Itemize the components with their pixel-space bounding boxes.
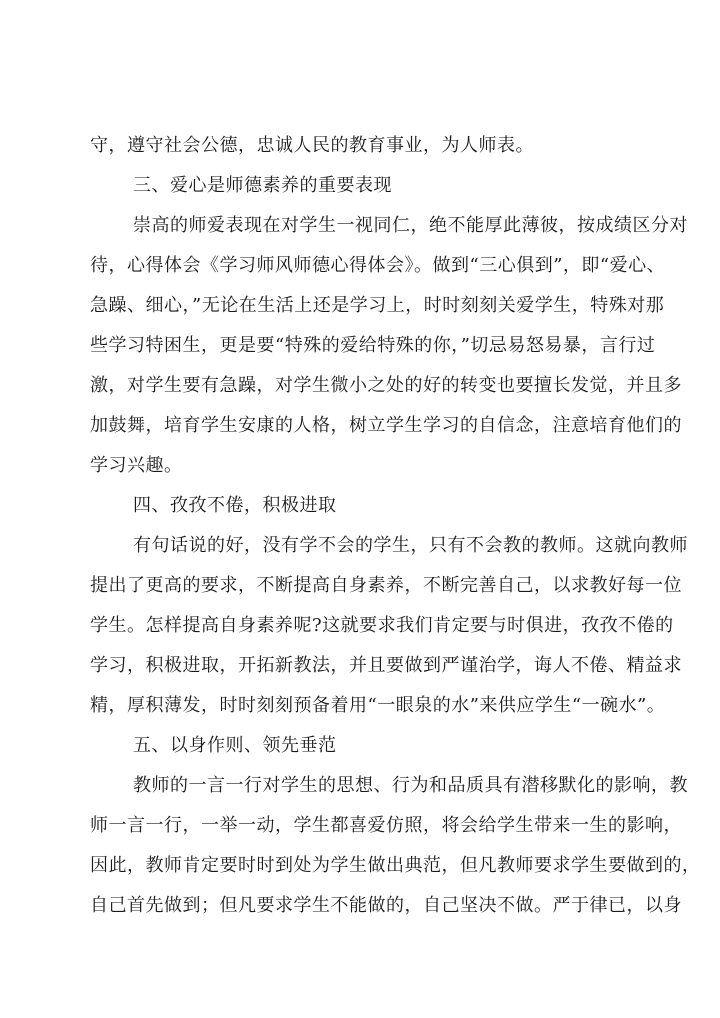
paragraph-line: 教师的一言一行对学生的思想、行为和品质具有潜移默化的影响，教 — [133, 775, 688, 796]
paragraph-line: 自己首先做到；但凡要求学生不能做的，自己坚决不做。严于律已，以身 — [90, 895, 682, 916]
paragraph-line: 崇高的师爱表现在对学生一视同仁，绝不能厚此薄彼，按成绩区分对 — [133, 215, 688, 236]
paragraph-line: 因此，教师肯定要时时到处为学生做出典范，但凡教师要求学生要做到的， — [90, 855, 701, 876]
paragraph-line: 学习，积极进取，开拓新教法，并且要做到严谨治学，诲人不倦、精益求 — [90, 655, 682, 676]
body-text-line: 守，遵守社会公德，忠诚人民的教育事业，为人师表。 — [90, 135, 534, 156]
paragraph-line: 待，心得体会《学习师风师德心得体会》。做到“三心俱到”，即“爱心、 — [90, 255, 666, 276]
paragraph-line: 师一言一行，一举一动，学生都喜爱仿照，将会给学生带来一生的影响， — [90, 815, 682, 836]
paragraph-line: 精，厚积薄发，时时刻刻预备着用“一眼泉的水”来供应学生“一碗水”。 — [90, 695, 666, 716]
paragraph-line: 加鼓舞，培育学生安康的人格，树立学生学习的自信念，注意培育他们的 — [90, 415, 682, 436]
paragraph-line: 激，对学生要有急躁，对学生微小之处的好的转变也要擅长发觉，并且多 — [90, 375, 682, 396]
section-heading-5: 五、以身作则、领先垂范 — [133, 735, 337, 756]
paragraph-line: 提出了更高的要求，不断提高自身素养，不断完善自己，以求教好每一位 — [90, 575, 682, 596]
paragraph-line: 些学习特困生，更是要“特殊的爱给特殊的你，”切忌易怒易暴，言行过 — [90, 335, 656, 356]
paragraph-line: 学生。怎样提高自身素养呢?这就要求我们肯定要与时俱进，孜孜不倦的 — [90, 615, 674, 636]
paragraph-line: 学习兴趣。 — [90, 455, 183, 476]
section-heading-4: 四、孜孜不倦，积极进取 — [133, 495, 337, 516]
paragraph-line: 有句话说的好，没有学不会的学生，只有不会教的教师。这就向教师 — [133, 535, 688, 556]
paragraph-line: 急躁、细心，”无论在生活上还是学习上，时时刻刻关爱学生，特殊对那 — [90, 295, 665, 316]
section-heading-3: 三、爱心是师德素养的重要表现 — [133, 175, 392, 196]
